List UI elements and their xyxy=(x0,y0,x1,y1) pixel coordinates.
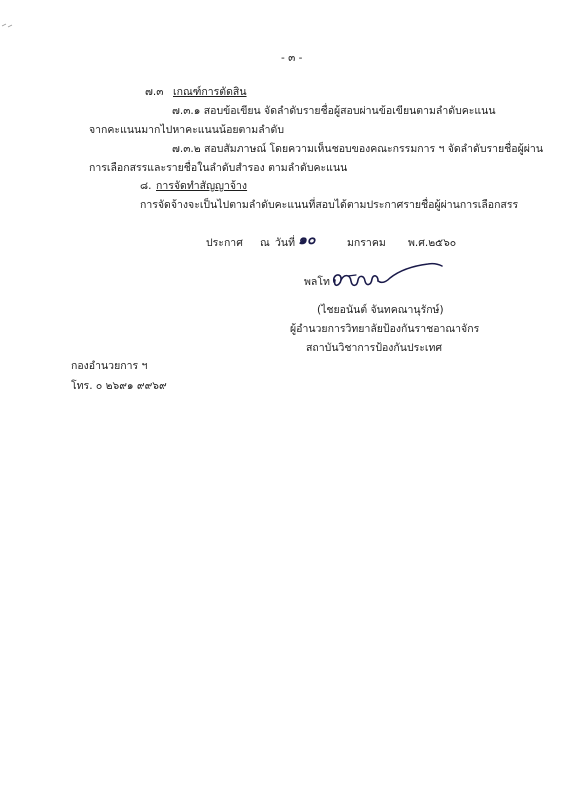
section-7-3-2-line2: การเลือกสรรและรายชื่อในลำดับสำรอง ตามลำดับคะแนน xyxy=(89,162,348,174)
section-8-number: ๘. xyxy=(140,180,152,192)
footer-department: กองอำนวยการ ฯ xyxy=(71,360,148,372)
signatory-organization: สถาบันวิชาการป้องกันประเทศ xyxy=(306,342,443,354)
handwritten-signature-icon xyxy=(330,258,450,294)
signature-rank: พลโท xyxy=(304,276,330,288)
page-number: - ๓ - xyxy=(281,52,303,64)
section-7-3-number: ๗.๓ xyxy=(145,86,164,98)
announcement-at: ณ xyxy=(260,237,270,249)
section-8-heading: การจัดทำสัญญาจ้าง xyxy=(156,180,248,192)
announcement-year: พ.ศ.๒๕๖๐ xyxy=(408,237,457,249)
section-7-3-2-line1: ๗.๓.๒ สอบสัมภาษณ์ โดยความเห็นชอบของคณะกรรมการ ฯ จัดลำดับรายชื่อผู้ผ่าน xyxy=(172,143,543,155)
announcement-month: มกราคม xyxy=(347,237,386,249)
section-7-3-1-line2: จากคะแนนมากไปหาคะแนนน้อยตามลำดับ xyxy=(89,124,285,136)
signatory-name: (ไชยอนันต์ จันทคณานุรักษ์) xyxy=(317,304,444,316)
section-7-3-1-line1: ๗.๓.๑ สอบข้อเขียน จัดลำดับรายชื่อผู้สอบผ่านข้อเขียนตามลำดับคะแนน xyxy=(172,105,496,117)
section-7-3-heading: เกณฑ์การตัดสิน xyxy=(173,86,247,98)
footer-phone: โทร. ๐ ๒๖๙๑ ๙๙๖๙ xyxy=(71,380,167,392)
announcement-day-label: วันที่ xyxy=(275,237,295,249)
scan-artifact-icon xyxy=(0,20,16,30)
announcement-label: ประกาศ xyxy=(206,237,243,249)
section-8-body: การจัดจ้างจะเป็นไปตามลำดับคะแนนที่สอบได้ตามประกาศรายชื่อผู้ผ่านการเลือกสรร xyxy=(140,199,519,211)
signatory-position: ผู้อำนวยการวิทยาลัยป้องกันราชอาณาจักร xyxy=(290,323,480,335)
announcement-day-handwritten: ๑๐ xyxy=(298,232,316,248)
